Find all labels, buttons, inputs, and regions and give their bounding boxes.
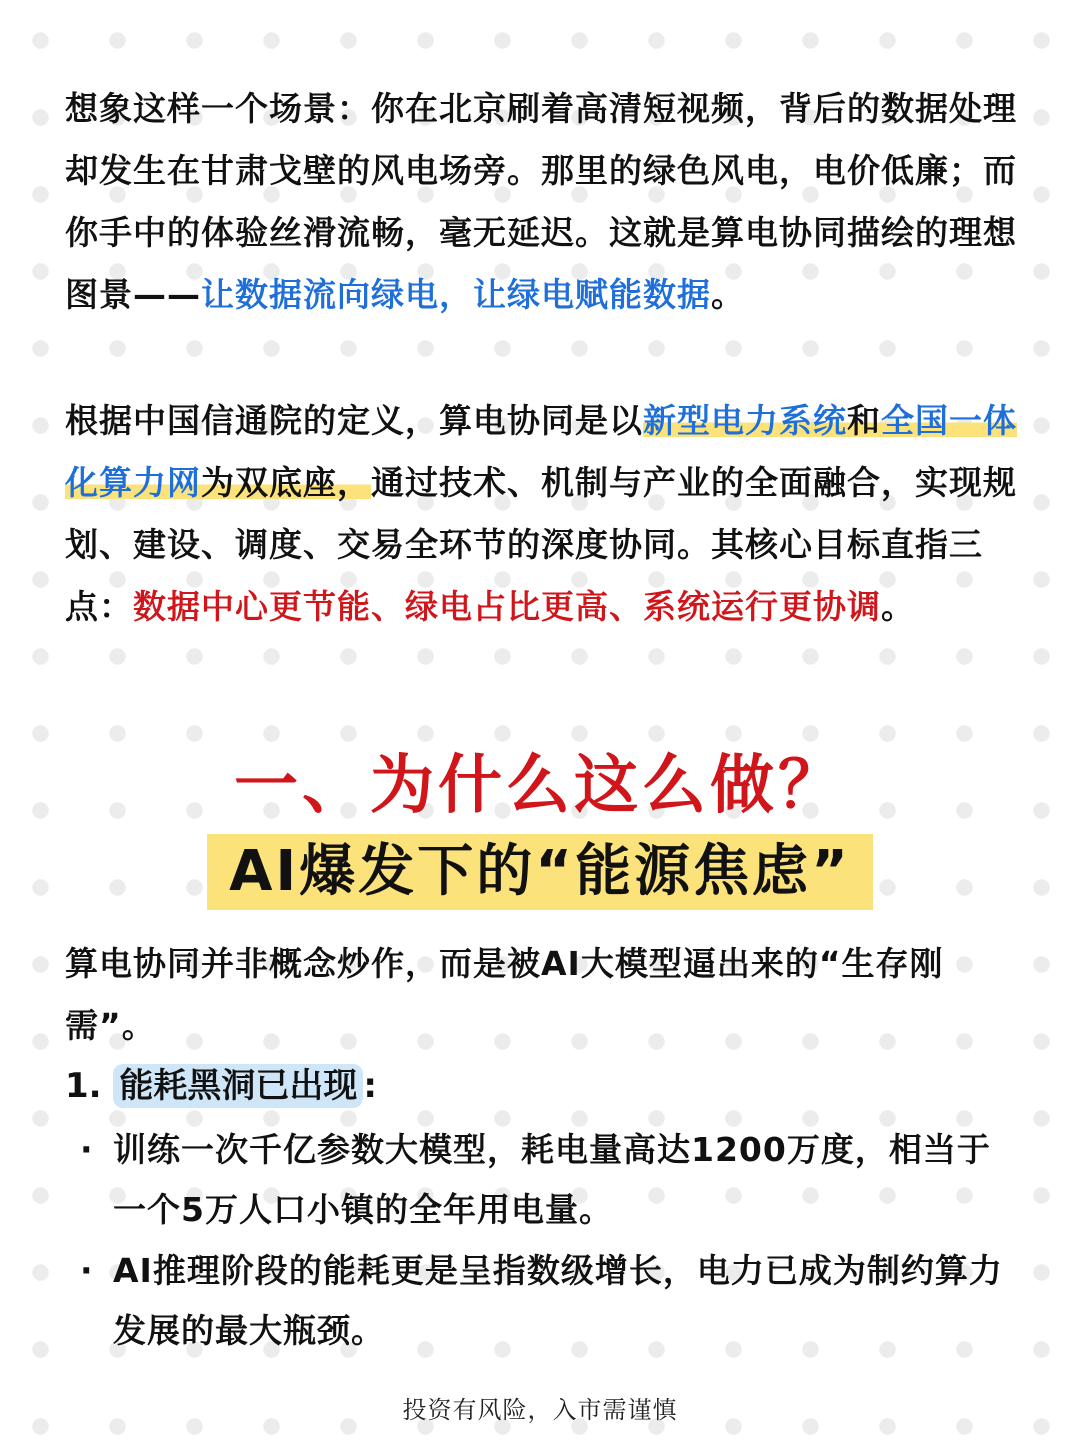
definition-blue-emphasis-2: 全国一体化算力网 [65,401,1017,502]
definition-blue-emphasis-1: 新型电力系统 [643,401,847,440]
definition-end: 。 [881,587,915,626]
bullet-text: 训练一次千亿参数大模型，耗电量高达1200万度，相当于一个5万人口小镇的全年用电量。 [113,1130,991,1229]
definition-text-b: 通过技术、机制与产业的全面融合，实现规划、建设、调度、交易全环节的深度协同。其核心目标直指三点： [65,463,1017,626]
intro-blue-emphasis: 让数据流向绿电，让绿电赋能数据 [201,275,711,314]
intro-paragraph [65,78,1025,326]
intro-text: 想象这样一个场景：你在北京刷着高清短视频，背后的数据处理却发生在甘肃戈壁的风电场旁。那里的绿色风电，电价低廉；而你手中的体验丝滑流畅，毫无延迟。这就是算电协同描绘的理想图景—— [65,89,1017,314]
section-subtitle: AI爆发下的“能源焦虑” [207,834,873,910]
bullet-dot-icon: · [80,1251,94,1290]
risk-disclaimer: 投资有风险，入市需谨慎 [402,1396,678,1424]
bullet-dot-icon: · [80,1130,94,1169]
definition-red-emphasis: 数据中心更节能、绿电占比更高、系统运行更协调 [133,587,881,626]
item-label: 能耗黑洞已出现 [113,1064,363,1108]
intro-end: 。 [711,275,745,314]
definition-base: 为双底座， [201,463,371,502]
definition-text: 根据中国信通院的定义，算电协同是以 [65,401,643,440]
section-intro: 算电协同并非概念炒作，而是被AI大模型逼出来的“生存刚需”。 [65,944,944,1045]
definition-and: 和 [847,401,881,440]
section-title: 一、为什么这么做？ [234,749,846,823]
bullet-item [80,1241,1020,1361]
bullet-item [80,1120,1020,1240]
item-heading [65,1058,377,1114]
item-colon: : [363,1066,378,1106]
definition-paragraph [65,390,1025,638]
section-subtitle-wrap [0,834,1080,910]
item-number: 1. [65,1066,102,1106]
bullet-text: AI推理阶段的能耗更是呈指数级增长，电力已成为制约算力发展的最大瓶颈。 [113,1251,1003,1350]
